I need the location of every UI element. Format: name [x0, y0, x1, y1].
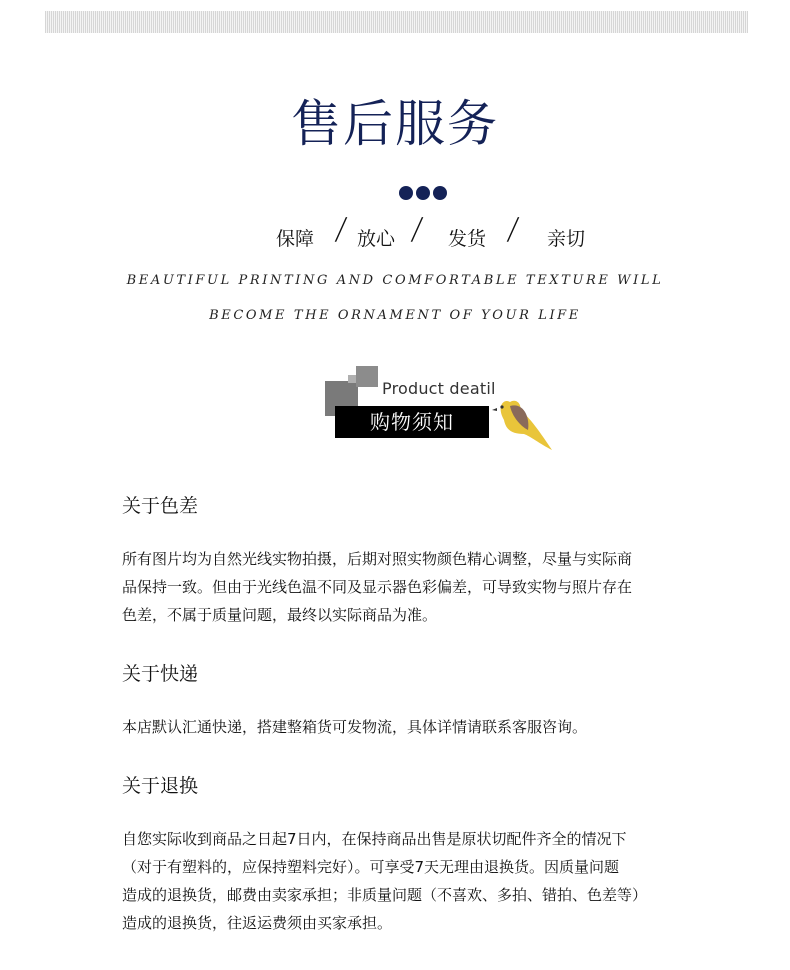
section-heading-delivery: 关于快递 [122, 663, 199, 685]
badge-chinese: 购物须知 [335, 406, 489, 438]
slash-divider: / [333, 212, 349, 247]
body-line: （对于有塑料的，应保持塑料完好）。可享受7天无理由退换货。因质量问题 [122, 858, 620, 876]
body-line: 所有图片均为自然光线实物拍摄，后期对照实物颜色精心调整，尽量与实际商 [122, 550, 633, 568]
tag-friendly: 亲切 [547, 228, 586, 250]
decor-square [356, 366, 378, 387]
badge-english: Product deatil [382, 379, 496, 398]
section-heading-returns: 关于退换 [122, 775, 199, 797]
english-tagline-2: BECOME THE ORNAMENT OF YOUR LIFE [209, 308, 581, 323]
product-detail-badge [320, 362, 560, 457]
body-line: 品保持一致。但由于光线色温不同及显示器色彩偏差，可导致实物与照片存在 [122, 578, 633, 596]
bird-icon [490, 396, 554, 454]
decor-square [348, 375, 356, 383]
slash-divider: / [505, 212, 521, 247]
body-line: 本店默认汇通快递，搭建整箱货可发物流，具体详情请联系客服咨询。 [122, 718, 588, 736]
tag-guarantee: 保障 [276, 228, 315, 250]
section-body-color [122, 545, 632, 629]
tag-shipping: 发货 [448, 228, 487, 250]
dot [433, 186, 447, 200]
body-line: 色差，不属于质量问题，最终以实际商品为准。 [122, 606, 438, 624]
page-title: 售后服务 [291, 95, 499, 153]
english-tagline-1: BEAUTIFUL PRINTING AND COMFORTABLE TEXTURE WILL [126, 273, 664, 288]
top-decorative-bar [45, 11, 748, 33]
section-heading-color: 关于色差 [122, 495, 199, 517]
body-line: 造成的退换货，邮费由卖家承担；非质量问题（不喜欢、多拍、错拍、色差等） [122, 886, 648, 904]
section-body-delivery [122, 713, 587, 741]
tag-assurance: 放心 [357, 228, 396, 250]
tagline [0, 210, 790, 250]
dot [416, 186, 430, 200]
title-dots [399, 186, 447, 200]
body-line: 自您实际收到商品之日起7日内，在保持商品出售是原状切配件齐全的情况下 [122, 830, 627, 848]
slash-divider: / [409, 212, 425, 247]
dot [399, 186, 413, 200]
section-body-returns [122, 825, 647, 937]
body-line: 造成的退换货，往返运费须由买家承担。 [122, 914, 393, 932]
